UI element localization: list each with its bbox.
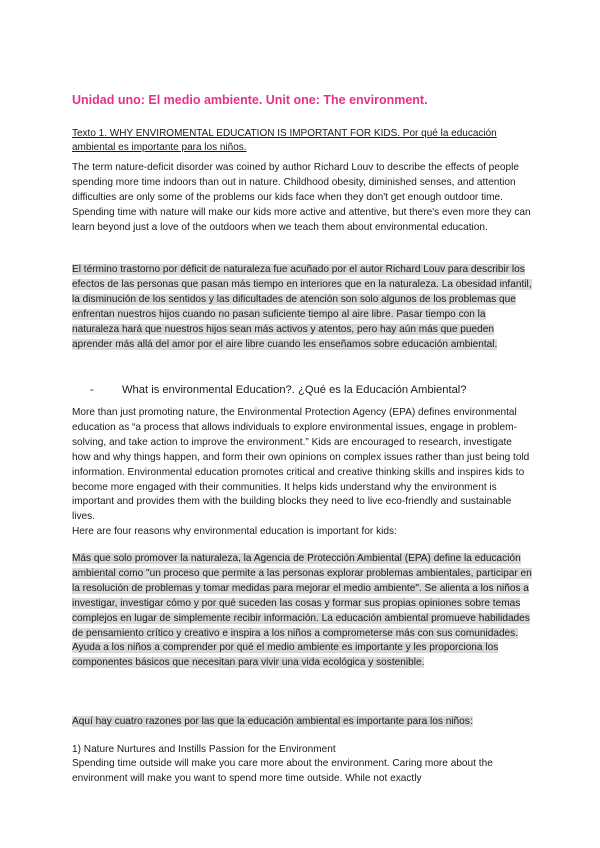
paragraph-english-2-tail: Here are four reasons why environmental education is important for kids:	[72, 526, 397, 537]
paragraph-spanish-2-tail	[72, 715, 532, 730]
paragraph-spanish-2-text: Más que solo promover la naturaleza, la Agencia de Protección Ambiental (EPA) define la educación ambiental como "un proceso que permite a las personas explorar problemas ambientales, participar en la resolución de problemas y tomar medidas para mejorar el medio ambiente". Se alienta a los niños a investigar, investigar cómo y por qué suceden las cosas y formar sus propias opiniones sobre temas complejos en lugar de simplemente recibir información. La educación ambiental promueve habilidades de pensamiento crítico y creativo e inspira a los niños a comprometerse más con sus comunidades. Ayuda a los niños a comprender por qué el medio ambiente es importante y les proporciona los componentes básicos que necesitan para vivir una vida ecológica y sostenible.	[72, 553, 532, 669]
bullet-question	[90, 384, 467, 396]
bullet-dash: -	[90, 384, 94, 396]
paragraph-spanish-2	[72, 552, 532, 671]
paragraph-spanish-1	[72, 263, 532, 352]
paragraph-spanish-1-text: El término trastorno por déficit de naturaleza fue acuñado por el autor Richard Louv para describir los efectos de las personas que pasan más tiempo en interiores que en la naturaleza. La obesidad infantil, la disminución de los sentidos y las dificultades de atención son solo algunos de los problemas que enfrentan nuestros hijos cuando no pasan suficiente tiempo al aire libre. Pasar tiempo con la naturaleza hará que nuestros hijos sean más activos y atentos, pero hay aún más que pueden aprender más allá del amor por el aire libre cuando les enseñamos sobre educación ambiental.	[72, 264, 532, 350]
paragraph-spanish-2-tail-text: Aquí hay cuatro razones por las que la educación ambiental es importante para los niños:	[72, 716, 473, 727]
paragraph-english-3: Spending time outside will make you care more about the environment. Caring more about the environment will make you want to spend more time outside. While not exactly	[72, 758, 493, 784]
section-1-title: 1) Nature Nurtures and Instills Passion for the Environment	[72, 744, 336, 755]
bullet-question-text: What is environmental Education?. ¿Qué es la Educación Ambiental?	[122, 384, 467, 396]
paragraph-english-2: More than just promoting nature, the Environmental Protection Agency (EPA) defines environmental education as “a process that allows individuals to explore environmental issues, engage in problem-solving, and take action to improve the environment.” Kids are encouraged to research, investigate how and why things happen, and form their own opinions on complex issues rather than just being told information. Environmental education promotes critical and creative thinking skills and inspires kids to become more engaged with their communities. It helps kids understand why the environment is important and provides them with the building blocks they need to live eco-friendly and sustainable lives.	[72, 407, 530, 523]
text-1-title: Texto 1. WHY ENVIROMENTAL EDUCATION IS IMPORTANT FOR KIDS. Por qué la educación ambiental es importante para los niños.	[72, 128, 497, 153]
unit-heading: Unidad uno: El medio ambiente. Unit one: The environment.	[72, 93, 428, 107]
paragraph-english-1: The term nature-deficit disorder was coined by author Richard Louv to describe the effects of people spending more time indoors than out in nature. Childhood obesity, diminished senses, and attention difficulties are only some of the problems our kids face when they don't get enough outdoor time. Spending time with nature will make our kids more active and attentive, but there's even more they can learn beyond just a love of the outdoors when we teach them about environmental education.	[72, 162, 531, 233]
